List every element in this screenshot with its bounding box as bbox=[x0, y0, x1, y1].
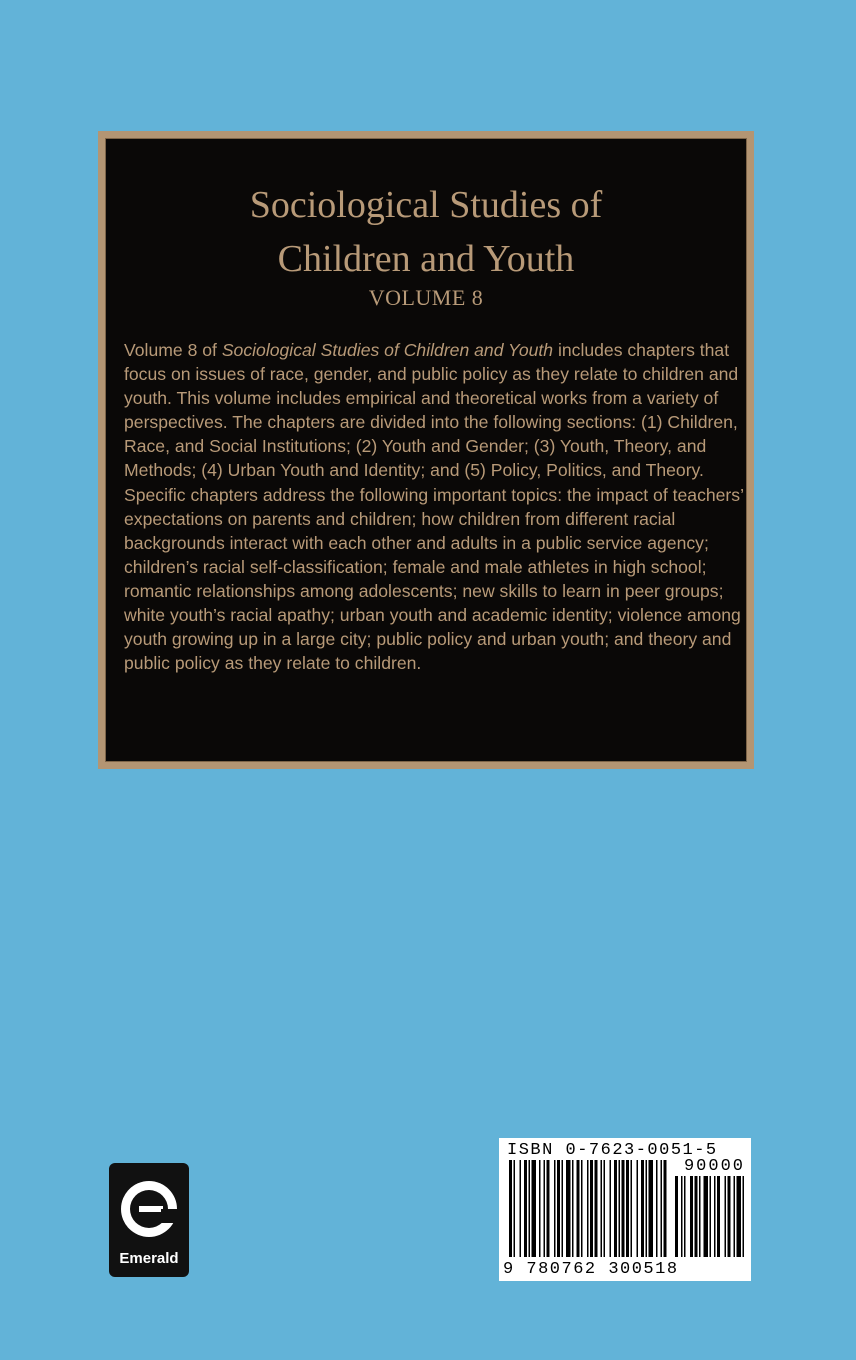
ean-number: 9 780762 300518 bbox=[503, 1260, 679, 1279]
price-code: 90000 bbox=[683, 1157, 745, 1176]
volume-label: VOLUME 8 bbox=[368, 285, 484, 310]
isbn-text: ISBN 0-7623-0051-5 bbox=[507, 1141, 718, 1160]
isbn-barcode bbox=[499, 1138, 751, 1281]
description-panel bbox=[98, 131, 754, 769]
book-description bbox=[124, 338, 744, 675]
description-body: includes chapters that focus on issues of race, gender, and public policy as they relate to children and youth. This volume includes empirical and theoretical works from a variety of perspectives. The chapters are divided into the following sections: (1) Children, Race, and Social Institutions; (2) Youth and Gender; (3) Youth, Theory, and Methods; (4) Urban Youth and Identity; and (5) Policy, Politics, and Theory. Specific chapters address the following important topics: the impact of teachers’ expectations on parents and children; how children from different racial backgrounds interact with each other and adults in a public service agency; children’s racial self-classification; female and male athletes in high school; romantic relationships among adolescents; new skills to learn in peer groups; white youth’s racial apathy; urban youth and academic identity; violence among youth growing up in a large city; public policy and urban youth; and theory and public policy as they relate to children. bbox=[124, 340, 744, 674]
series-name: Sociological Studies of Children and Youth bbox=[221, 340, 554, 360]
publisher-logo bbox=[109, 1163, 189, 1277]
description-lead: Volume 8 of bbox=[124, 340, 222, 360]
title-line-2: Children and Youth bbox=[277, 238, 575, 280]
book-title bbox=[105, 178, 747, 286]
emerald-e-logo-icon bbox=[109, 1169, 189, 1249]
publisher-name: Emerald bbox=[119, 1250, 179, 1267]
title-line-1: Sociological Studies of bbox=[249, 184, 603, 226]
